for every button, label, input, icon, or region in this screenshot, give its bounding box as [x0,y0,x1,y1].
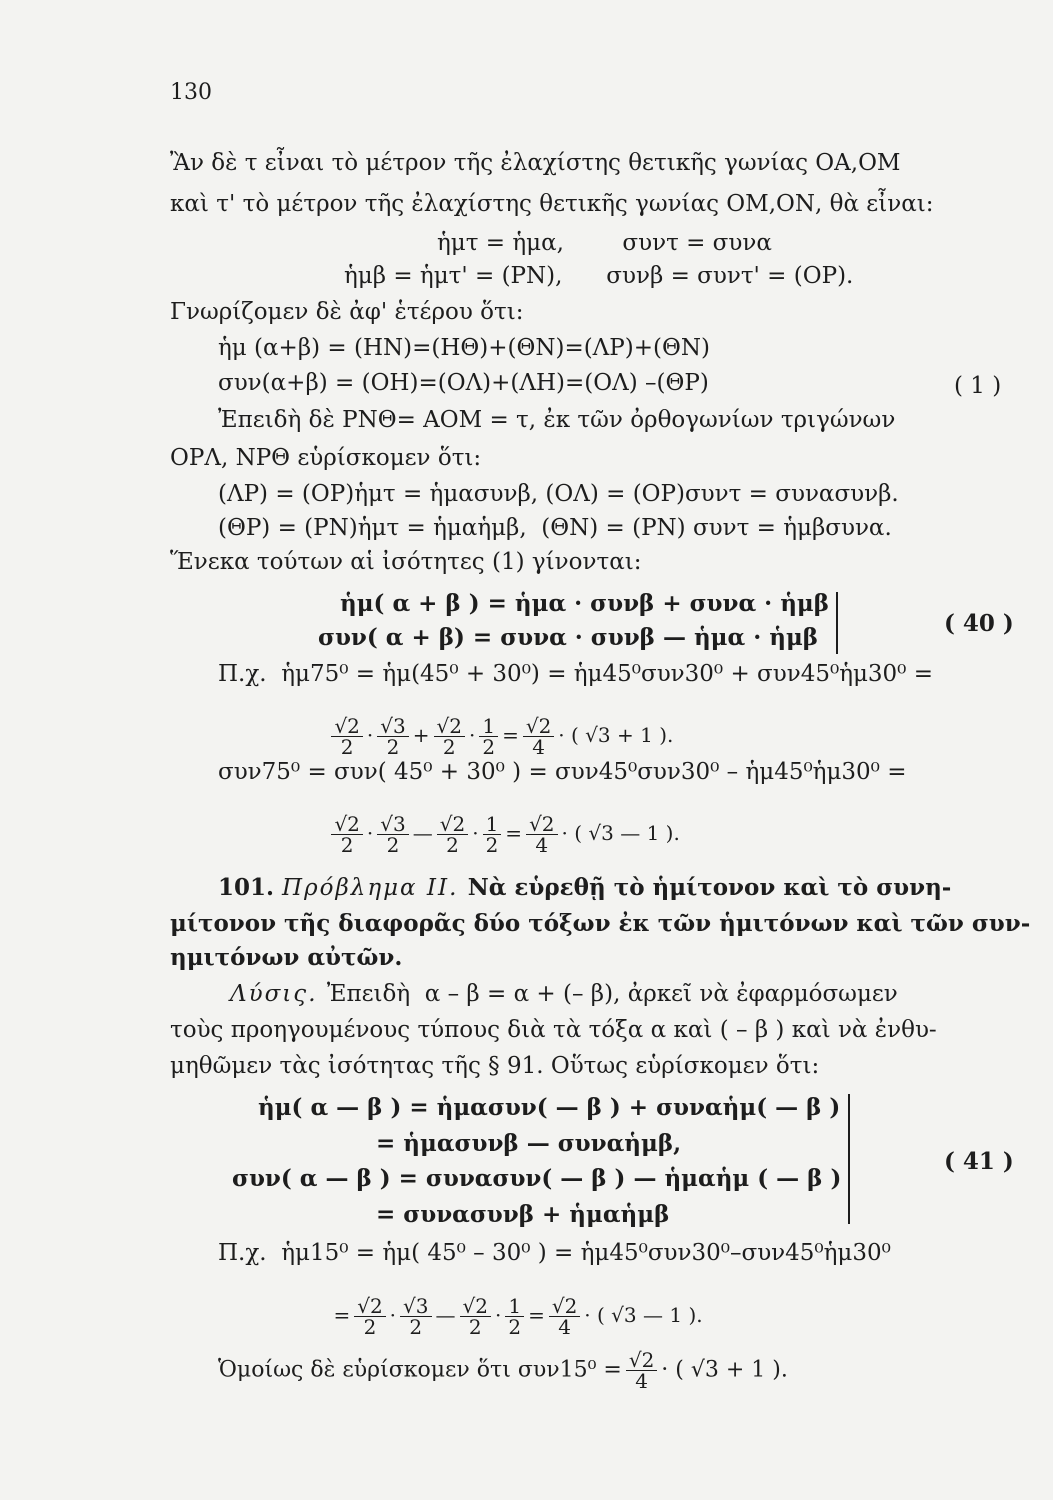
text-line: Γνωρίζομεν δὲ ἀφ' ἑτέρου ὅτι: [170,299,524,325]
fraction: $\frac{√2}{4}$ [523,716,554,757]
equation-line: συν(α+β) = (ΟΗ)=(ΟΛ)+(ΛΗ)=(ΟΛ) –(ΘΡ) [218,370,709,396]
example-line: Π.χ. ἡμ75⁰ = ἡμ(45⁰ + 30⁰) = ἡμ45⁰συν30⁰ + συν45⁰ἡμ30⁰ = [218,661,933,687]
fraction-line: = $\frac{√2}{2}$ · $\frac{√3}{2}$ — $\frac{√2}{2}$ · $\frac{1}{2}$ = $\frac{√2}{4}$ · ( √3 — 1 ). [333,1294,703,1339]
fraction-line: $\frac{√2}{2}$ · $\frac{√3}{2}$ + $\frac{√2}{2}$ · $\frac{1}{2}$ = $\frac{√2}{4}$ · ( √3 + 1 ). [302,696,673,777]
fraction: $\frac{√2}{2}$ [354,1296,385,1337]
text-line: Λύσις. Ἐπειδὴ α – β = α + (– β), ἀρκεῖ νὰ ἐφαρμόσωμεν [230,981,898,1007]
equation-number: ( 41 ) [944,1148,1014,1175]
formula-sin-diff-2: = ἡμασυνβ — συναἡμβ, [376,1130,682,1157]
text-line: Ὁμοίως δὲ εὑρίσκομεν ὅτι συν15⁰ = $\frac{√2}{4}$ · ( √3 + 1 ). [218,1348,788,1393]
fraction: $\frac{√2}{2}$ [331,716,362,757]
brace [826,592,838,654]
formula-sin-sum: ἡμ( α + β ) = ἡμα · συνβ + συνα · ἡμβ [340,590,830,617]
problem-heading: 101. Πρόβλημα ΙΙ. Νὰ εὑρεθῇ τὸ ἡμίτονον καὶ τὸ συνη- [218,874,952,901]
fraction: $\frac{√2}{2}$ [331,814,362,855]
fraction: $\frac{√2}{2}$ [434,716,465,757]
fraction: $\frac{√2}{4}$ [549,1296,580,1337]
fraction: $\frac{√3}{2}$ [400,1296,431,1337]
example-line: Π.χ. ἡμ15⁰ = ἡμ( 45⁰ – 30⁰ ) = ἡμ45⁰συν30⁰–συν45⁰ἡμ30⁰ [218,1240,891,1266]
text-line: μίτονον τῆς διαφορᾶς δύο τόξων ἐκ τῶν ἡμιτόνων καὶ τῶν συν- [170,910,1031,937]
fraction: $\frac{√2}{2}$ [437,814,468,855]
fraction: $\frac{√3}{2}$ [377,814,408,855]
equation-number: ( 40 ) [944,610,1014,637]
text-line: ΟΡΛ, ΝΡΘ εὑρίσκομεν ὅτι: [170,445,482,471]
fraction: $\frac{√2}{2}$ [460,1296,491,1337]
brace [836,1094,850,1224]
text-line: ημιτόνων αὐτῶν. [170,944,403,971]
equation-number: ( 1 ) [954,373,1002,399]
text-line: ἡμβ = ἡμτ' = (ΡΝ), συνβ = συντ' = (ΟΡ). [344,263,854,289]
equation-line: ἡμ (α+β) = (ΗΝ)=(ΗΘ)+(ΘΝ)=(ΛΡ)+(ΘΝ) [218,335,710,361]
text-line: τοὺς προηγουμένους τύπους διὰ τὰ τόξα α καὶ ( – β ) καὶ νὰ ἐνθυ- [170,1017,937,1043]
text-line: ἡμτ = ἡμα, συντ = συνα [437,230,772,256]
equation-line: (ΛΡ) = (ΟΡ)ἡμτ = ἡμασυνβ, (ΟΛ) = (ΟΡ)συντ = συνασυνβ. [218,481,899,507]
page-number: 130 [170,80,212,105]
text-line: Ἐπειδὴ δὲ ΡΝΘ= ΑΟΜ = τ, ἐκ τῶν ὀρθογωνίων τριγώνων [218,407,896,433]
equation-line: (ΘΡ) = (ΡΝ)ἡμτ = ἡμαἡμβ, (ΘΝ) = (ΡΝ) συντ = ἡμβσυνα. [218,515,892,541]
text-line: μηθῶμεν τὰς ἰσότητας τῆς § 91. Οὕτως εὑρίσκομεν ὅτι: [170,1053,820,1079]
fraction: $\frac{√2}{4}$ [626,1350,657,1391]
fraction: $\frac{1}{2}$ [479,716,498,757]
formula-sin-diff: ἡμ( α — β ) = ἡμασυν( — β ) + συναἡμ( — β ) [258,1094,841,1121]
formula-cos-diff: συν( α — β ) = συνασυν( — β ) — ἡμαἡμ ( — β ) [232,1165,842,1192]
fraction: $\frac{√2}{4}$ [526,814,557,855]
formula-cos-sum: συν( α + β) = συνα · συνβ — ἡμα · ἡμβ [318,624,819,651]
text-line: Ἕνεκα τούτων αἱ ἰσότητες (1) γίνονται: [170,549,642,575]
text-line: Ἂν δὲ τ εἶναι τὸ μέτρον τῆς ἐλαχίστης θετικῆς γωνίας ΟΑ,ΟΜ [170,150,901,176]
text-line: καὶ τ' τὸ μέτρον τῆς ἐλαχίστης θετικῆς γωνίας ΟΜ,ΟΝ, θὰ εἶναι: [170,191,934,217]
fraction: $\frac{1}{2}$ [483,814,502,855]
example-line: συν75⁰ = συν( 45⁰ + 30⁰ ) = συν45⁰συν30⁰ – ἡμ45⁰ἡμ30⁰ = [218,759,907,785]
fraction: $\frac{1}{2}$ [505,1296,524,1337]
fraction: $\frac{√3}{2}$ [377,716,408,757]
formula-cos-diff-2: = συνασυνβ + ἡμαἡμβ [376,1201,670,1228]
fraction-line: $\frac{√2}{2}$ · $\frac{√3}{2}$ — $\frac{√2}{2}$ · $\frac{1}{2}$ = $\frac{√2}{4}$ · ( √3 — 1 ). [302,794,680,875]
